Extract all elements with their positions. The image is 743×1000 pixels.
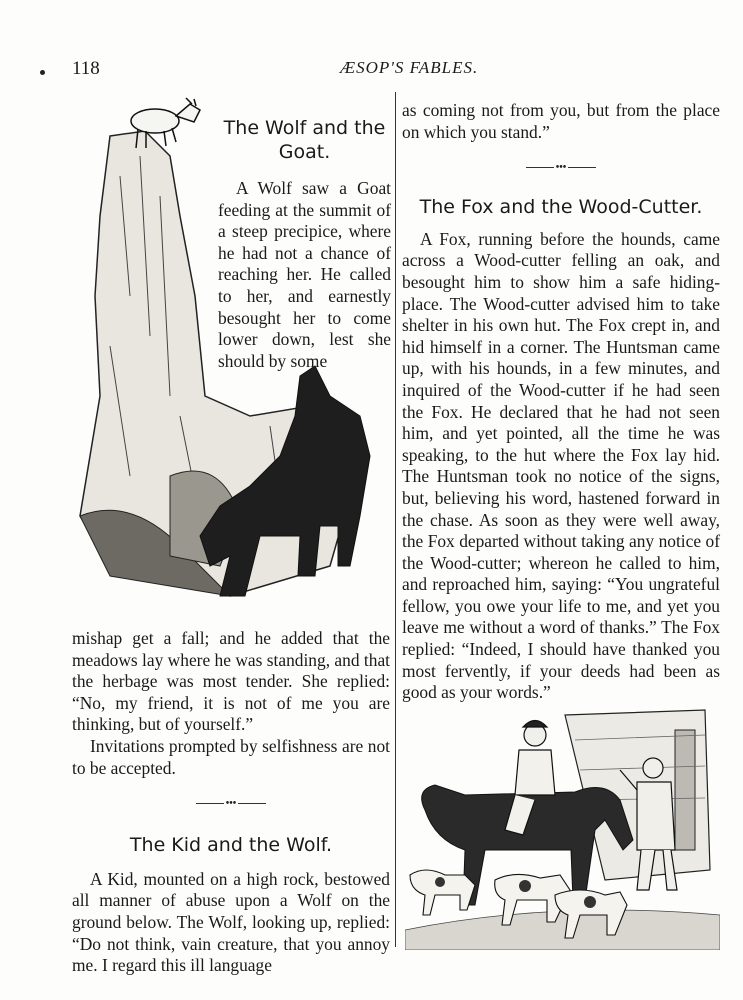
fable-title-kid-wolf: The Kid and the Wolf.: [129, 833, 333, 856]
wolf-goat-side-column: [218, 116, 391, 372]
page-header: [0, 58, 743, 88]
page-number: 118: [72, 58, 100, 79]
column-divider: [395, 92, 396, 947]
fable-text-wolf-goat-cont: mishap get a fall; and he added that the meadows lay where he was standing, and that the herbage was most tender. She replied: “No, my friend, it is not of me you are thinking, but of yourself.”: [72, 628, 390, 735]
bullet-mark: [40, 70, 45, 75]
running-title: ÆSOP'S FABLES.: [340, 58, 479, 77]
fable-moral-wolf-goat: Invitations prompted by selfishness are not to be accepted.: [72, 735, 390, 778]
fable-title-fox-woodcutter: The Fox and the Wood-Cutter.: [419, 195, 703, 218]
section-separator-right: •••: [402, 157, 720, 179]
fable-text-kid-wolf-cont: as coming not from you, but from the place on which you stand.”: [402, 100, 720, 142]
left-lower-column: [72, 628, 390, 977]
fable-text-fox-woodcutter: A Fox, running before the hounds, came across a Wood-cutter felling an oak, and besought him to show him a safe hiding-place. The Wood-cutter advised him to take shelter in his own hut. The Fox crept in, and hid himself in a corner. The Huntsman came up, with his hounds, in a few minutes, and inquired of the Wood-cutter if he had seen the Fox. He declared that he had not seen him, and yet pointed, all the time he was speaking, to the hut where the Fox lay hid. The Huntsman took no notice of the signs, but, believing his word, hastened forward in the chase. As soon as they were well away, the Fox departed without taking any notice of the Wood-cutter; whereon he called to him, and reproached him, saying: “You ungrateful fellow, you owe your life to me, and yet you leave me without a word of thanks.” The Fox replied: “Indeed, I should have thanked you most fervently, if your deeds had been as good as your words.”: [402, 228, 720, 703]
fable-text-kid-wolf: A Kid, mounted on a high rock, bestowed all manner of abuse upon a Wolf on the ground below. The Wolf, looking up, replied: “Do not think, vain creature, that you annoy me. I regard this ill language: [72, 868, 390, 976]
fable-title-wolf-goat: The Wolf and the Goat.: [223, 117, 386, 163]
right-column: [402, 100, 720, 704]
huntsman-illustration: [405, 700, 720, 950]
fable-text-wolf-goat: A Wolf saw a Goat feeding at the summit of a steep precipice, where he had not a chance of reaching her. He called to her, and earnestly besought her to come lower down, lest she should by some: [218, 178, 391, 371]
section-separator: •••: [72, 793, 390, 815]
